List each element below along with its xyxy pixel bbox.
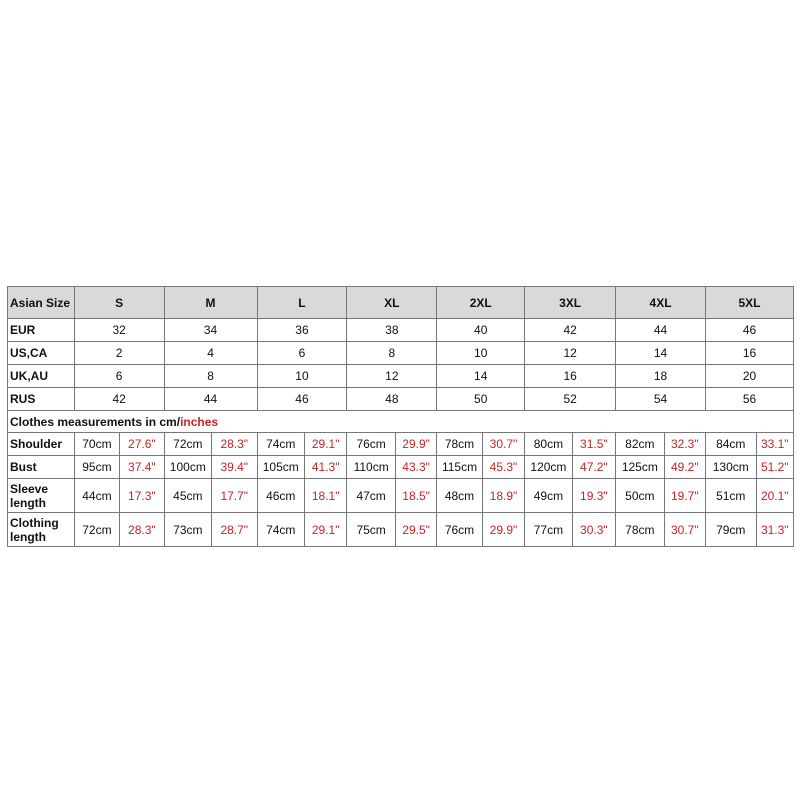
cm-value-cell: 44cm — [74, 479, 119, 513]
size-conversion-row-eur — [8, 319, 794, 342]
size-header-4xl: 4XL — [616, 287, 706, 319]
size-header-2xl: 2XL — [437, 287, 525, 319]
size-conversion-row-us-ca — [8, 342, 794, 365]
inch-value-cell: 45.3" — [482, 456, 524, 479]
size-value-cell: 44 — [164, 388, 257, 411]
size-value-cell: 32 — [74, 319, 164, 342]
size-value-cell: 6 — [257, 342, 347, 365]
inch-value-cell: 28.3" — [120, 513, 164, 547]
cm-value-cell: 51cm — [706, 479, 757, 513]
inch-value-cell: 27.6" — [120, 433, 164, 456]
inch-value-cell: 18.1" — [304, 479, 346, 513]
measurement-row-bust — [8, 456, 794, 479]
row-label: RUS — [8, 388, 75, 411]
inch-value-cell: 31.5" — [572, 433, 615, 456]
row-label: UK,AU — [8, 365, 75, 388]
cm-value-cell: 72cm — [74, 513, 119, 547]
size-value-cell: 42 — [74, 388, 164, 411]
size-value-cell: 40 — [437, 319, 525, 342]
cm-value-cell: 84cm — [706, 433, 757, 456]
cm-value-cell: 110cm — [347, 456, 395, 479]
inch-value-cell: 28.7" — [212, 513, 257, 547]
size-header-5xl: 5XL — [706, 287, 794, 319]
inch-value-cell: 20.1" — [756, 479, 794, 513]
size-value-cell: 52 — [525, 388, 616, 411]
cm-value-cell: 70cm — [74, 433, 119, 456]
cm-value-cell: 76cm — [437, 513, 482, 547]
asian-size-header: Asian Size — [8, 287, 75, 319]
size-conversion-row-uk-au — [8, 365, 794, 388]
inch-value-cell: 18.5" — [395, 479, 436, 513]
inch-value-cell: 28.3" — [212, 433, 257, 456]
size-header-s: S — [74, 287, 164, 319]
inch-value-cell: 51.2" — [756, 456, 794, 479]
cm-value-cell: 78cm — [616, 513, 664, 547]
measurement-row-clothing-length — [8, 513, 794, 547]
inch-value-cell: 19.7" — [664, 479, 705, 513]
size-value-cell: 34 — [164, 319, 257, 342]
cm-value-cell: 130cm — [706, 456, 757, 479]
inch-value-cell: 29.5" — [395, 513, 436, 547]
inch-value-cell: 19.3" — [572, 479, 615, 513]
size-value-cell: 44 — [616, 319, 706, 342]
inch-value-cell: 30.7" — [482, 433, 524, 456]
size-value-cell: 12 — [525, 342, 616, 365]
row-label: Clothing length — [8, 513, 75, 547]
size-value-cell: 4 — [164, 342, 257, 365]
size-value-cell: 10 — [257, 365, 347, 388]
inch-value-cell: 17.3" — [120, 479, 164, 513]
size-chart-table — [7, 286, 794, 547]
cm-value-cell: 47cm — [347, 479, 395, 513]
inch-value-cell: 37.4" — [120, 456, 164, 479]
inch-value-cell: 30.7" — [664, 513, 705, 547]
size-value-cell: 2 — [74, 342, 164, 365]
cm-value-cell: 80cm — [525, 433, 572, 456]
inch-value-cell: 32.3" — [664, 433, 705, 456]
cm-value-cell: 79cm — [706, 513, 757, 547]
row-label: Sleeve length — [8, 479, 75, 513]
cm-value-cell: 72cm — [164, 433, 211, 456]
cm-value-cell: 46cm — [257, 479, 304, 513]
inch-value-cell: 31.3" — [756, 513, 794, 547]
size-conversion-row-rus — [8, 388, 794, 411]
size-header-row — [8, 287, 794, 319]
row-label: Shoulder — [8, 433, 75, 456]
cm-value-cell: 95cm — [74, 456, 119, 479]
row-label: US,CA — [8, 342, 75, 365]
size-value-cell: 8 — [347, 342, 437, 365]
inch-value-cell: 33.1" — [756, 433, 794, 456]
row-label: Bust — [8, 456, 75, 479]
cm-value-cell: 45cm — [164, 479, 211, 513]
measurements-heading-text: Clothes measurements in cm/ — [10, 414, 181, 429]
size-value-cell: 46 — [257, 388, 347, 411]
cm-value-cell: 100cm — [164, 456, 211, 479]
size-header-m: M — [164, 287, 257, 319]
size-header-3xl: 3XL — [525, 287, 616, 319]
size-value-cell: 14 — [437, 365, 525, 388]
size-value-cell: 20 — [706, 365, 794, 388]
cm-value-cell: 125cm — [616, 456, 664, 479]
cm-value-cell: 105cm — [257, 456, 304, 479]
cm-value-cell: 77cm — [525, 513, 572, 547]
inch-value-cell: 29.1" — [304, 513, 346, 547]
size-value-cell: 46 — [706, 319, 794, 342]
inch-value-cell: 39.4" — [212, 456, 257, 479]
inch-value-cell: 49.2" — [664, 456, 705, 479]
cm-value-cell: 82cm — [616, 433, 664, 456]
size-header-l: L — [257, 287, 347, 319]
size-value-cell: 54 — [616, 388, 706, 411]
cm-value-cell: 115cm — [437, 456, 482, 479]
size-value-cell: 42 — [525, 319, 616, 342]
size-chart-body — [8, 287, 794, 547]
size-value-cell: 10 — [437, 342, 525, 365]
cm-value-cell: 120cm — [525, 456, 572, 479]
size-value-cell: 6 — [74, 365, 164, 388]
inch-value-cell: 29.1" — [304, 433, 346, 456]
cm-value-cell: 73cm — [164, 513, 211, 547]
size-value-cell: 56 — [706, 388, 794, 411]
measurements-heading-row — [8, 411, 794, 433]
measurements-heading — [8, 411, 794, 433]
inch-value-cell: 29.9" — [395, 433, 436, 456]
inch-value-cell: 43.3" — [395, 456, 436, 479]
inch-value-cell: 30.3" — [572, 513, 615, 547]
size-value-cell: 38 — [347, 319, 437, 342]
size-value-cell: 16 — [525, 365, 616, 388]
cm-value-cell: 76cm — [347, 433, 395, 456]
size-value-cell: 8 — [164, 365, 257, 388]
cm-value-cell: 74cm — [257, 513, 304, 547]
size-value-cell: 36 — [257, 319, 347, 342]
cm-value-cell: 49cm — [525, 479, 572, 513]
cm-value-cell: 75cm — [347, 513, 395, 547]
size-value-cell: 48 — [347, 388, 437, 411]
row-label: EUR — [8, 319, 75, 342]
cm-value-cell: 74cm — [257, 433, 304, 456]
measurement-row-sleeve-length — [8, 479, 794, 513]
size-value-cell: 14 — [616, 342, 706, 365]
inch-value-cell: 17.7" — [212, 479, 257, 513]
size-header-xl: XL — [347, 287, 437, 319]
inches-highlight: inches — [180, 414, 219, 429]
size-value-cell: 12 — [347, 365, 437, 388]
size-value-cell: 50 — [437, 388, 525, 411]
measurement-row-shoulder — [8, 433, 794, 456]
inch-value-cell: 29.9" — [482, 513, 524, 547]
size-value-cell: 18 — [616, 365, 706, 388]
cm-value-cell: 78cm — [437, 433, 482, 456]
inch-value-cell: 41.3" — [304, 456, 346, 479]
inch-value-cell: 18.9" — [482, 479, 524, 513]
cm-value-cell: 48cm — [437, 479, 482, 513]
inch-value-cell: 47.2" — [572, 456, 615, 479]
size-value-cell: 16 — [706, 342, 794, 365]
cm-value-cell: 50cm — [616, 479, 664, 513]
